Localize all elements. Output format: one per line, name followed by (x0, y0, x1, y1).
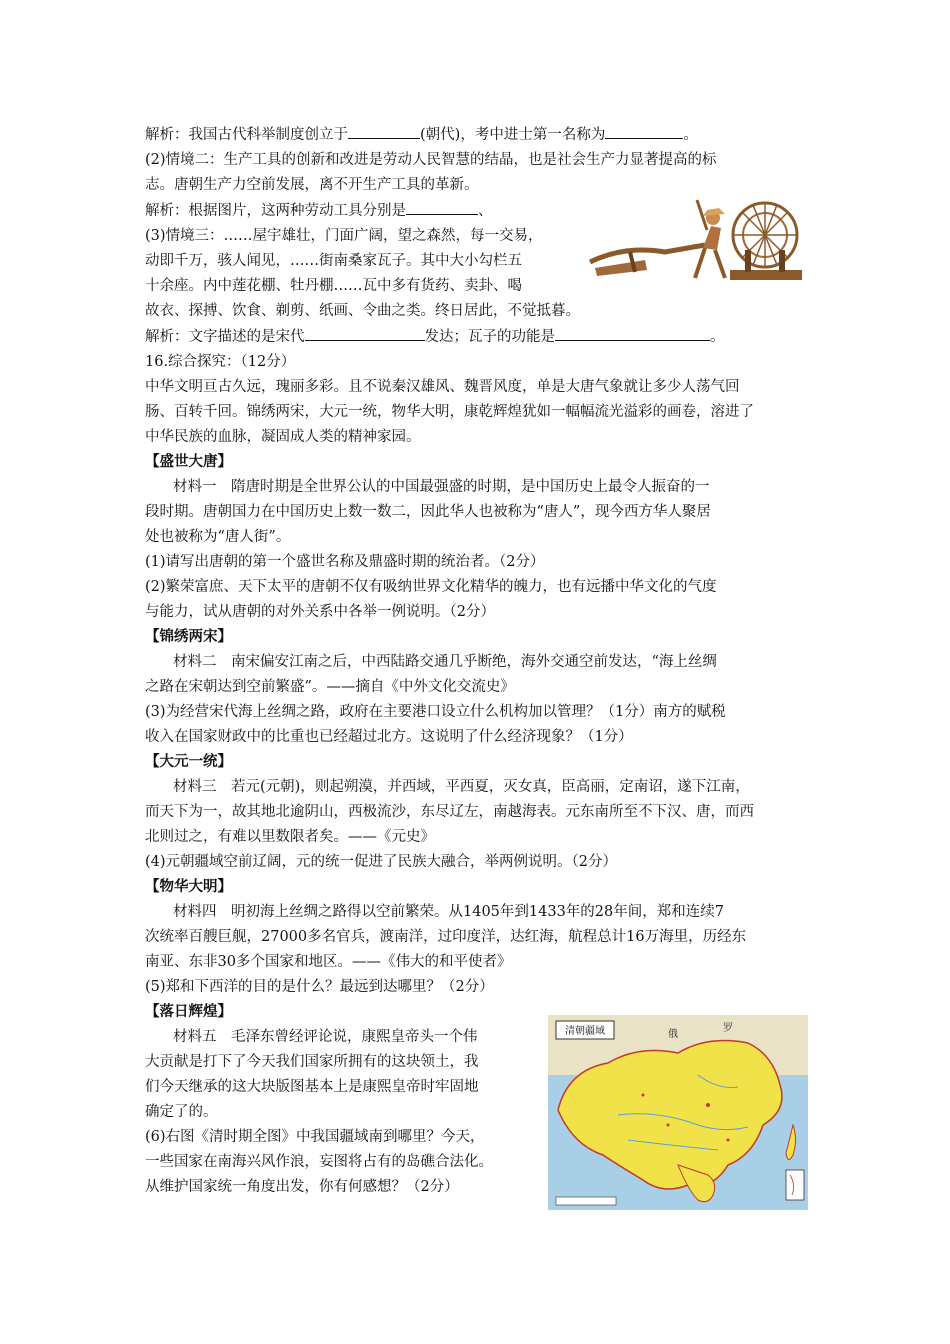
material-line: 段时期。唐朝国力在中国历史上数一数二，因此华人也被称为“唐人”，现今西方华人聚居 (145, 504, 711, 520)
text-line: (3)情境三：……屋宇雄壮，门面广阔，望之森然，每一交易， (145, 228, 543, 244)
answer-blank[interactable] (555, 324, 710, 341)
text-line: (2)情境二：生产工具的创新和改进是劳动人民智慧的结晶，也是社会生产力显著提高的标 (145, 152, 717, 168)
material-line: 材料四 明初海上丝绸之路得以空前繁荣。从1405年到1433年的28年间，郑和连续7 (173, 904, 724, 920)
text-line: 动即千万，骇人闻见，……街南桑家瓦子。其中大小勾栏五 (145, 253, 522, 269)
question-heading: 16.综合探究：（12分） (145, 354, 296, 370)
text-line: 解析：文字描述的是宋代 发达；瓦子的功能是 。 (145, 324, 810, 350)
text-line: 肠、百转千回。锦绣两宋，大元一统，物华大明，康乾辉煌犹如一幅幅流光溢彩的画卷，溶进了 (145, 404, 754, 420)
material-line: 大贡献是打下了今天我们国家所拥有的这块领土，我 (145, 1054, 479, 1070)
question-line: 收入在国家财政中的比重也已经超过北方。这说明了什么经济现象？（1分） (145, 729, 633, 745)
curved-plough-icon (590, 200, 725, 278)
material-line: 材料五 毛泽东曾经评论说，康熙皇帝头一个伟 (173, 1029, 478, 1045)
question-line: (3)为经营宋代海上丝绸之路，政府在主要港口设立什么机构加以管理？（1分）南方的赋税 (145, 704, 726, 720)
answer-blank[interactable] (305, 324, 425, 341)
farming-tools-illustration (585, 190, 810, 290)
text-line: 中华文明亘古久远，瑰丽多彩。且不说秦汉雄风、魏晋风度，单是大唐气象就让多少人荡气回 (145, 379, 740, 395)
map-label-russia-2: 罗 (723, 1023, 733, 1034)
text-line: 中华民族的血脉，凝固成人类的精神家园。 (145, 429, 421, 445)
map-label-russia: 俄 (668, 1029, 678, 1040)
text-line: 故衣、探搏、饮食、剃剪、纸画、令曲之类。终日居此，不觉抵暮。 (145, 303, 580, 319)
material-line: 确定了的。 (145, 1104, 218, 1120)
section-heading: 【锦绣两宋】 (145, 629, 232, 645)
material-line: 而天下为一，故其地北逾阴山，西极流沙，东尽辽左，南越海表。元东南所至不下汉、唐，而西 (145, 804, 754, 820)
question-line: 与能力，试从唐朝的对外关系中各举一例说明。（2分） (145, 604, 495, 620)
section-heading: 【盛世大唐】 (145, 454, 232, 470)
question-line: (2)繁荣富庶、天下太平的唐朝不仅有吸纳世界文化精华的魄力，也有远播中华文化的气度 (145, 579, 717, 595)
text-line: 十余座。内中莲花棚、牡丹棚……瓦中多有货药、卖卦、喝 (145, 278, 522, 294)
section-heading: 【物华大明】 (145, 879, 232, 895)
text-line: 志。唐朝生产力空前发展，离不开生产工具的革新。 (145, 177, 479, 193)
question-line: 从维护国家统一角度出发，你有何感想？（2分） (145, 1179, 459, 1195)
material-line: 之路在宋朝达到空前繁盛”。——摘自《中外文化交流史》 (145, 679, 515, 695)
section-heading: 【落日辉煌】 (145, 1004, 232, 1020)
material-line: 材料三 若元(元朝)，则起朔漠，并西域，平西夏，灭女真，臣高丽，定南诏，遂下江南， (173, 779, 750, 795)
question-line: (6)右图《清时期全图》中我国疆域南到哪里？今天， (145, 1129, 485, 1145)
map-title: 清朝疆域 (565, 1026, 605, 1037)
answer-blank[interactable] (406, 198, 478, 215)
question-line: (5)郑和下西洋的目的是什么？最远到达哪里？（2分） (145, 979, 494, 995)
waterwheel-icon (730, 203, 802, 280)
material-line: 南亚、东非30多个国家和地区。——《伟大的和平使者》 (145, 954, 512, 970)
material-line: 次统率百艘巨舰，27000多名官兵，渡南洋，过印度洋，达红海，航程总计16万海里，历经东 (145, 929, 747, 945)
text-line: 解析：根据图片，这两种劳动工具分别是 、 (145, 198, 810, 224)
material-line: 材料二 南宋偏安江南之后，中西陆路交通几乎断绝，海外交通空前发达，“海上丝绸 (173, 654, 717, 670)
material-line: 北则过之，有难以里数限者矣。——《元史》 (145, 829, 435, 845)
qing-territory-map (548, 1015, 808, 1210)
question-line: (4)元朝疆域空前辽阔，元的统一促进了民族大融合，举两例说明。（2分） (145, 854, 618, 870)
section-heading: 【大元一统】 (145, 754, 232, 770)
material-line: 们今天继承的这大块版图基本上是康熙皇帝时牢固地 (145, 1079, 479, 1095)
question-line: 一些国家在南海兴风作浪，妄图将占有的岛礁合法化。 (145, 1154, 493, 1170)
material-line: 处也被称为“唐人街”。 (145, 529, 291, 545)
question-line: (1)请写出唐朝的第一个盛世名称及鼎盛时期的统治者。（2分） (145, 554, 545, 570)
material-line: 材料一 隋唐时期是全世界公认的中国最强盛的时期，是中国历史上最令人振奋的一 (173, 479, 710, 495)
answer-blank[interactable] (348, 122, 420, 139)
answer-blank[interactable] (605, 122, 683, 139)
text-line: 解析：我国古代科举制度创立于 (朝代)，考中进士第一名称为 。 (145, 122, 810, 148)
